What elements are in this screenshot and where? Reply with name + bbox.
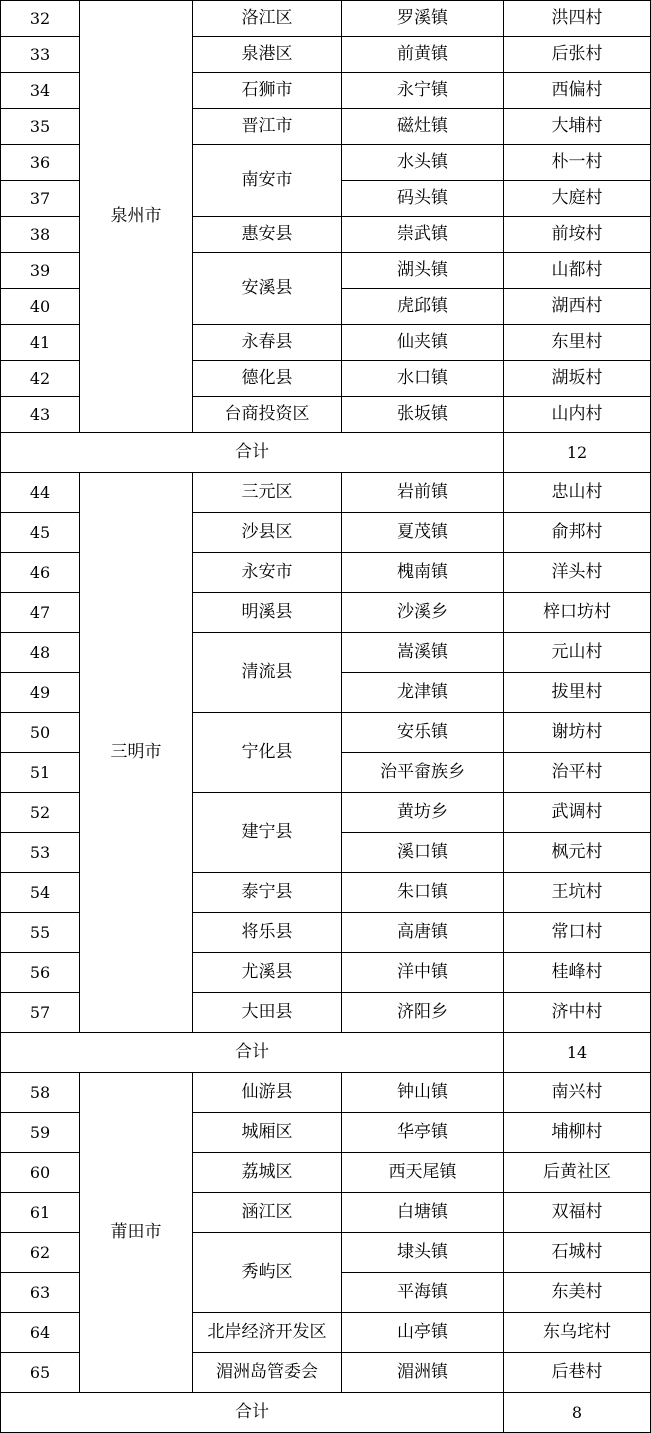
total-row: [1, 1393, 651, 1433]
town-cell: 罗溪镇: [342, 1, 504, 37]
village-cell: 朴一村: [504, 145, 651, 181]
town-cell: 埭头镇: [342, 1233, 504, 1273]
row-number: 50: [1, 713, 80, 753]
town-cell: 永宁镇: [342, 73, 504, 109]
row-number: 47: [1, 593, 80, 633]
village-cell: 湖西村: [504, 289, 651, 325]
district-cell: 建宁县: [193, 793, 342, 873]
total-label: 合计: [1, 1033, 504, 1073]
village-cell: 梓口坊村: [504, 593, 651, 633]
row-number: 53: [1, 833, 80, 873]
village-cell: 俞邦村: [504, 513, 651, 553]
town-cell: 槐南镇: [342, 553, 504, 593]
village-cell: 南兴村: [504, 1073, 651, 1113]
village-cell: 大庭村: [504, 181, 651, 217]
row-number: 52: [1, 793, 80, 833]
total-row: [1, 1033, 651, 1073]
row-number: 55: [1, 913, 80, 953]
village-cell: 东乌垞村: [504, 1313, 651, 1353]
district-cell: 北岸经济开发区: [193, 1313, 342, 1353]
village-cell: 大埔村: [504, 109, 651, 145]
town-cell: 华亭镇: [342, 1113, 504, 1153]
town-cell: 溪口镇: [342, 833, 504, 873]
village-cell: 东里村: [504, 325, 651, 361]
row-number: 44: [1, 473, 80, 513]
row-number: 41: [1, 325, 80, 361]
district-cell: 洛江区: [193, 1, 342, 37]
total-label: 合计: [1, 1393, 504, 1433]
row-number: 54: [1, 873, 80, 913]
town-cell: 黄坊乡: [342, 793, 504, 833]
row-number: 62: [1, 1233, 80, 1273]
row-number: 36: [1, 145, 80, 181]
district-cell: 安溪县: [193, 253, 342, 325]
table-row: [1, 473, 651, 513]
village-cell: 后张村: [504, 37, 651, 73]
row-number: 60: [1, 1153, 80, 1193]
district-cell: 明溪县: [193, 593, 342, 633]
district-cell: 沙县区: [193, 513, 342, 553]
village-cell: 石城村: [504, 1233, 651, 1273]
district-cell: 三元区: [193, 473, 342, 513]
row-number: 51: [1, 753, 80, 793]
village-cell: 忠山村: [504, 473, 651, 513]
row-number: 43: [1, 397, 80, 433]
town-cell: 磁灶镇: [342, 109, 504, 145]
town-cell: 嵩溪镇: [342, 633, 504, 673]
total-label: 合计: [1, 433, 504, 473]
village-cell: 武调村: [504, 793, 651, 833]
village-cell: 元山村: [504, 633, 651, 673]
town-cell: 前黄镇: [342, 37, 504, 73]
town-cell: 码头镇: [342, 181, 504, 217]
town-cell: 钟山镇: [342, 1073, 504, 1113]
total-value: 12: [504, 433, 651, 473]
total-row: [1, 433, 651, 473]
town-cell: 张坂镇: [342, 397, 504, 433]
row-number: 37: [1, 181, 80, 217]
table-row: [1, 1073, 651, 1113]
row-number: 64: [1, 1313, 80, 1353]
row-number: 39: [1, 253, 80, 289]
village-cell: 西偏村: [504, 73, 651, 109]
town-cell: 湖头镇: [342, 253, 504, 289]
district-cell: 宁化县: [193, 713, 342, 793]
city-cell: 三明市: [80, 473, 193, 1033]
town-cell: 安乐镇: [342, 713, 504, 753]
row-number: 45: [1, 513, 80, 553]
town-cell: 西天尾镇: [342, 1153, 504, 1193]
district-cell: 晋江市: [193, 109, 342, 145]
row-number: 34: [1, 73, 80, 109]
total-value: 8: [504, 1393, 651, 1433]
village-cell: 后巷村: [504, 1353, 651, 1393]
town-cell: 岩前镇: [342, 473, 504, 513]
row-number: 49: [1, 673, 80, 713]
village-cell: 枫元村: [504, 833, 651, 873]
town-cell: 湄洲镇: [342, 1353, 504, 1393]
village-cell: 治平村: [504, 753, 651, 793]
city-cell: 莆田市: [80, 1073, 193, 1393]
village-cell: 拔里村: [504, 673, 651, 713]
district-cell: 荔城区: [193, 1153, 342, 1193]
table-row: [1, 1, 651, 37]
village-cell: 山都村: [504, 253, 651, 289]
district-cell: 德化县: [193, 361, 342, 397]
town-cell: 水头镇: [342, 145, 504, 181]
row-number: 42: [1, 361, 80, 397]
district-cell: 清流县: [193, 633, 342, 713]
town-cell: 朱口镇: [342, 873, 504, 913]
town-cell: 治平畲族乡: [342, 753, 504, 793]
district-cell: 湄洲岛管委会: [193, 1353, 342, 1393]
district-cell: 尤溪县: [193, 953, 342, 993]
district-cell: 永安市: [193, 553, 342, 593]
town-cell: 洋中镇: [342, 953, 504, 993]
row-number: 33: [1, 37, 80, 73]
district-cell: 石狮市: [193, 73, 342, 109]
village-cell: 洋头村: [504, 553, 651, 593]
row-number: 48: [1, 633, 80, 673]
district-cell: 秀屿区: [193, 1233, 342, 1313]
village-cell: 前垵村: [504, 217, 651, 253]
town-cell: 夏茂镇: [342, 513, 504, 553]
row-number: 58: [1, 1073, 80, 1113]
village-cell: 桂峰村: [504, 953, 651, 993]
district-cell: 大田县: [193, 993, 342, 1033]
village-cell: 山内村: [504, 397, 651, 433]
row-number: 65: [1, 1353, 80, 1393]
town-cell: 水口镇: [342, 361, 504, 397]
village-cell: 湖坂村: [504, 361, 651, 397]
town-cell: 平海镇: [342, 1273, 504, 1313]
district-cell: 惠安县: [193, 217, 342, 253]
row-number: 38: [1, 217, 80, 253]
town-cell: 山亭镇: [342, 1313, 504, 1353]
district-cell: 城厢区: [193, 1113, 342, 1153]
row-number: 46: [1, 553, 80, 593]
district-cell: 泰宁县: [193, 873, 342, 913]
district-cell: 台商投资区: [193, 397, 342, 433]
village-cell: 济中村: [504, 993, 651, 1033]
district-cell: 南安市: [193, 145, 342, 217]
row-number: 61: [1, 1193, 80, 1233]
row-number: 63: [1, 1273, 80, 1313]
village-cell: 常口村: [504, 913, 651, 953]
total-value: 14: [504, 1033, 651, 1073]
row-number: 35: [1, 109, 80, 145]
town-cell: 白塘镇: [342, 1193, 504, 1233]
village-cell: 王坑村: [504, 873, 651, 913]
row-number: 59: [1, 1113, 80, 1153]
village-cell: 埔柳村: [504, 1113, 651, 1153]
town-cell: 济阳乡: [342, 993, 504, 1033]
village-cell: 洪四村: [504, 1, 651, 37]
row-number: 56: [1, 953, 80, 993]
village-cell: 谢坊村: [504, 713, 651, 753]
town-cell: 崇武镇: [342, 217, 504, 253]
row-number: 40: [1, 289, 80, 325]
district-cell: 永春县: [193, 325, 342, 361]
village-cell: 双福村: [504, 1193, 651, 1233]
district-cell: 涵江区: [193, 1193, 342, 1233]
town-cell: 高唐镇: [342, 913, 504, 953]
town-cell: 沙溪乡: [342, 593, 504, 633]
town-cell: 龙津镇: [342, 673, 504, 713]
town-cell: 虎邱镇: [342, 289, 504, 325]
village-cell: 后黄社区: [504, 1153, 651, 1193]
town-cell: 仙夹镇: [342, 325, 504, 361]
district-cell: 泉港区: [193, 37, 342, 73]
village-cell: 东美村: [504, 1273, 651, 1313]
row-number: 57: [1, 993, 80, 1033]
district-cell: 将乐县: [193, 913, 342, 953]
row-number: 32: [1, 1, 80, 37]
district-cell: 仙游县: [193, 1073, 342, 1113]
city-cell: 泉州市: [80, 1, 193, 433]
